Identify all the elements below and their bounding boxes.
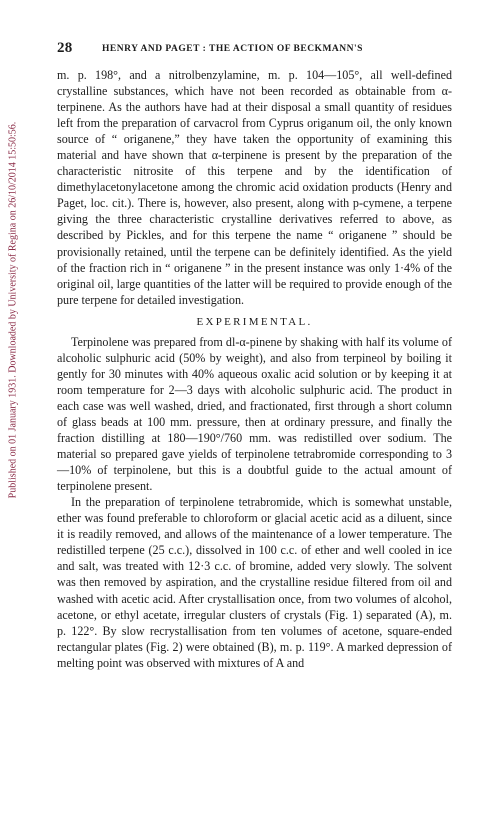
paragraph-tetrabromide-prep: In the preparation of terpinolene tetrabromide, which is somewhat unstable, ether was found preferable to chloroform or glacial acetic acid as a diluent, since it is readily removed, and allows of the maintenance of a lower temperature. The redistilled terpene (25 c.c.), dissolved in 100 c.c. of ether and well cooled in ice and salt, was treated with 12·3 c.c. of bromine, added very slowly. The solvent was then removed by aspiration, and the crystalline residue filtered from oil and washed with acetic acid. After crystallisation once, from two volumes of alcohol, acetone, or ethyl acetate, irregular clusters of crystals (Fig. 1) separated (A), m. p. 122°. By slow recrystallisation from ten volumes of acetone, square-ended rectangular plates (Fig. 2) were obtained (B), m. p. 119°. A marked depression of melting point was observed with mixtures of A and <box>57 495 452 670</box>
page-header <box>57 42 452 58</box>
paragraph-intro: m. p. 198°, and a nitrolbenzylamine, m. p. 104—105°, all well-defined crystalline substances, which have not been recorded as obtainable from α-terpinene. As the authors have had at their disposal a small quantity of residues left from the preparation of carvacrol from Cyprus origanum oil, the only known source of “ origanene,” they have taken the opportunity of examining this material and have shown that α-terpinene is present by the preparation of the characteristic nitrosite of this terpene and by the identification of dimethylacetonylacetone among the chromic acid oxidation products (Henry and Paget, loc. cit.). There is, however, also present, along with p-cymene, a terpene giving the three characteristic crystalline derivatives referred to above, as described by Pickles, and for this terpene the name “ origanene ” should be provisionally retained, until the terpene can be definitely identified. As the yield of the fraction rich in “ origanene ” in the present instance was only 1·4% of the original oil, large quantities of the latter will be required to provide enough of the pure terpene for detailed investigation. <box>57 68 452 307</box>
article-body <box>57 67 452 671</box>
running-head: HENRY AND PAGET : THE ACTION OF BECKMANN'S <box>102 44 363 54</box>
download-watermark-text: Published on 01 January 1931. Downloaded by University of Regina on 26/10/2014 15:50:56. <box>7 121 19 499</box>
paragraph-terpinolene-prep: Terpinolene was prepared from dl-α-pinene by shaking with half its volume of alcoholic sulphuric acid (50% by weight), and also from terpineol by boiling it gently for 30 minutes with 40% aqueous oxalic acid solution or by keeping it at room temperature for 2—3 days with alcoholic sulphuric acid. The product in each case was well washed, dried, and fractionated, first through a short column of glass beads at 100 mm. pressure, then at ordinary pressure, and finally the fraction distilling at 180—190°/760 mm. was redistilled over sodium. The material so prepared gave yields of terpinolene tetrabromide corresponding to 3—10% of terpinolene, but this is a doubtful guide to the actual amount of terpinolene present. <box>57 334 452 494</box>
page-number: 28 <box>57 40 73 56</box>
download-watermark <box>6 100 20 520</box>
section-heading: EXPERIMENTAL. <box>196 315 313 328</box>
